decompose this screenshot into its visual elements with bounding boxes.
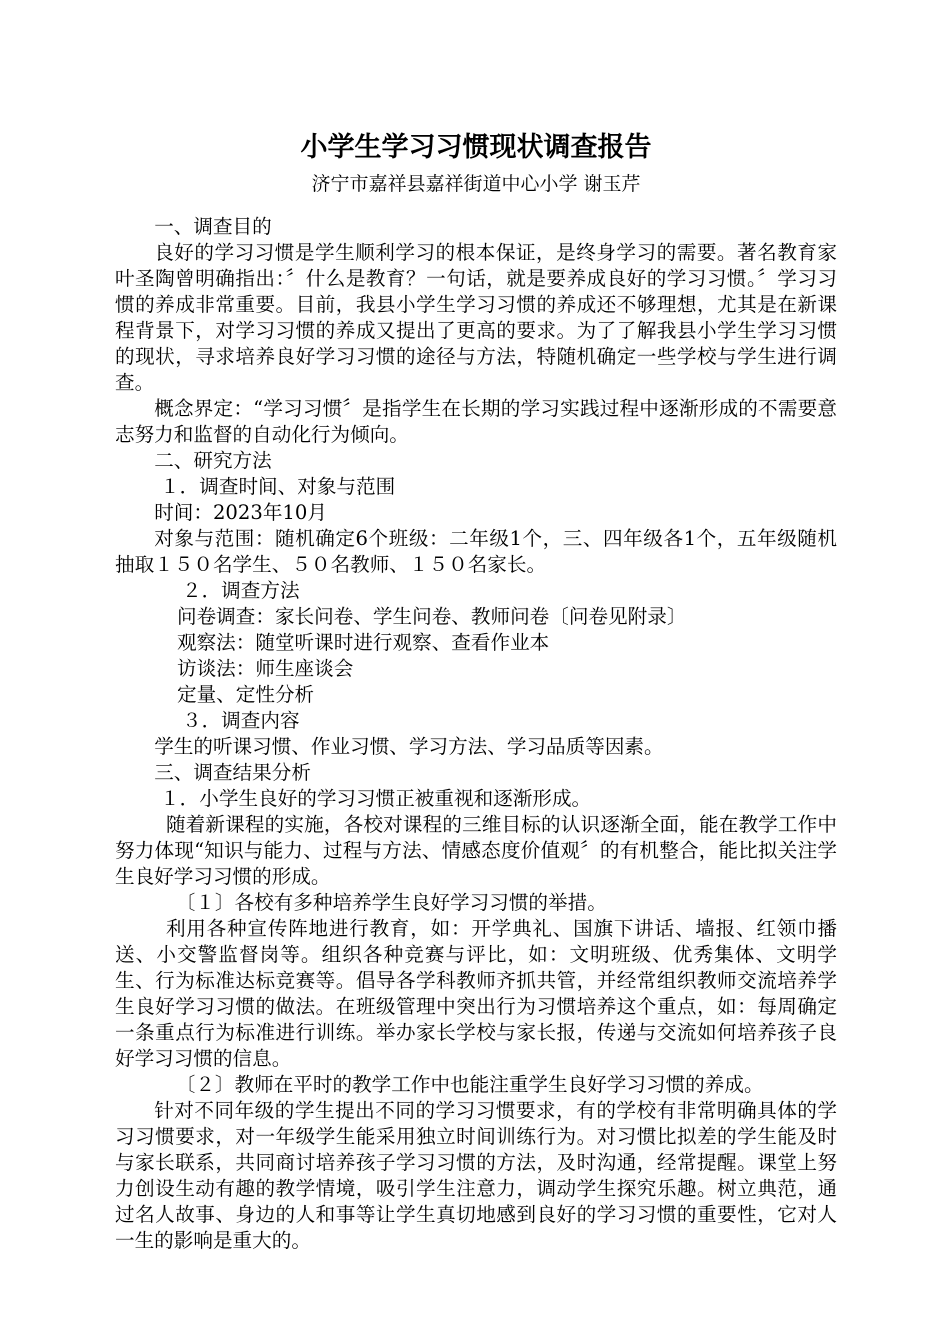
method-questionnaire: 问卷调查：家长问卷、学生问卷、教师问卷〔问卷见附录〕 — [177, 605, 687, 628]
method-interview: 访谈法：师生座谈会 — [177, 657, 354, 680]
section-heading-results: 三、调查结果分析 — [154, 761, 311, 784]
paragraph-time: 时间：2023年10月 — [154, 501, 327, 524]
section-heading-purpose: 一、调查目的 — [154, 215, 272, 238]
method-analysis: 定量、定性分析 — [177, 683, 315, 706]
paragraph-measures: 利用各种宣传阵地进行教育，如：开学典礼、国旗下讲话、墙报、红领巾播送、小交警监督岗等。组织各种竞赛与评比，如：文明班级、优秀集体、文明学生、行为标准达标竞赛等。倡导各学科教师齐抓共管，并经常组织教师交流培养学生良好学习习惯的做法。在班级管理中突出行为习惯培养这个重点，如：每周确定一条重点行为标准进行训练。举办家长学校与家长报，传递与交流如何培养孩子良好学习习惯的信息。 — [115, 917, 837, 1070]
section-heading-methods: 二、研究方法 — [154, 449, 272, 472]
document-title: 小学生学习习惯现状调查报告 — [300, 132, 652, 163]
subheading-methods: ２．调查方法 — [182, 579, 300, 602]
subheading-time-scope: １．调查时间、对象与范围 — [160, 475, 396, 498]
paragraph-content: 学生的听课习惯、作业习惯、学习方法、学习品质等因素。 — [154, 735, 664, 758]
subheading-content: ３．调查内容 — [182, 709, 300, 732]
subheading-measures: 〔１〕各校有多种培养学生良好学习习惯的举措。 — [175, 891, 607, 914]
paragraph-teachers: 针对不同年级的学生提出不同的学习习惯要求，有的学校有非常明确具体的学习习惯要求，对一年级学生能采用独立时间训练行为。对习惯比拟差的学生能及时与家长联系，共同商讨培养孩子学习习惯的方法，及时沟通，经常提醒。课堂上努力创设生动有趣的教学情境，吸引学生注意力，调动学生探究乐趣。树立典范，通过名人故事、身边的人和事等让学生真切地感到良好的学习习惯的重要性，它对人一生的影响是重大的。 — [115, 1099, 837, 1252]
paragraph-purpose: 良好的学习习惯是学生顺利学习的根本保证，是终身学习的需要。著名教育家叶圣陶曾明确指出：〞什么是教育？一句话，就是要养成良好的学习习惯。〞学习习惯的养成非常重要。目前，我县小学生学习习惯的养成还不够理想，尤其是在新课程背景下，对学习习惯的养成又提出了更高的要求。为了了解我县小学生学习习惯的现状，寻求培养良好学习习惯的途径与方法，特随机确定一些学校与学生进行调查。 — [115, 241, 837, 394]
paragraph-result-1: 随着新课程的实施，各校对课程的三维目标的认识逐渐全面，能在教学工作中努力体现“知识与能力、过程与方法、情感态度价值观〞的有机整合，能比拟关注学生良好学习习惯的形成。 — [115, 813, 837, 888]
paragraph-definition: 概念界定：“学习习惯〞是指学生在长期的学习实践过程中逐渐形成的不需要意志努力和监督的自动化行为倾向。 — [115, 397, 837, 446]
paragraph-scope: 对象与范围：随机确定6个班级：二年级1个，三、四年级各1个，五年级随机抽取１５０名学生、５０名教师、１５０名家长。 — [115, 527, 837, 576]
document-body — [115, 130, 837, 1254]
author-line: 济宁市嘉祥县嘉祥街道中心小学 谢玉芹 — [311, 173, 641, 195]
method-observation: 观察法：随堂听课时进行观察、查看作业本 — [177, 631, 550, 654]
subheading-result-1: １．小学生良好的学习习惯正被重视和逐渐形成。 — [160, 787, 592, 810]
subheading-teachers: 〔２〕教师在平时的教学工作中也能注重学生良好学习习惯的养成。 — [175, 1073, 764, 1096]
